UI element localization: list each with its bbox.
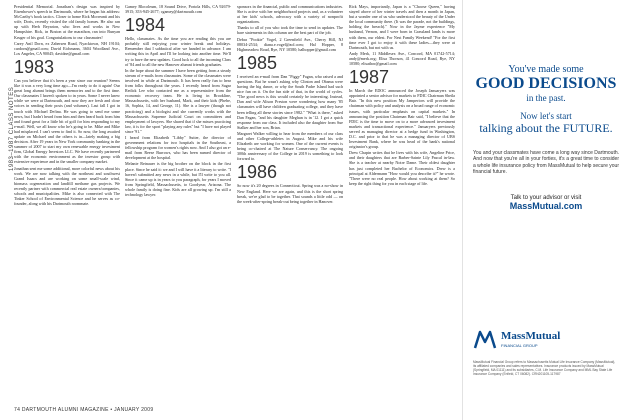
massmutual-advertisement (462, 0, 628, 420)
note-paragraph: I received an e-mail from Dan "Piggy" Fagan, who raised a and questions. But he wasn't asking why Clinton and Obama were having the big dance, or why the South Padre Island had such nice fun on it. On the fun side of that, in the world of cycles. "The good news is this would certainly be interesting. Instead, Dan and wife Alison Preston were wondering how many '85 classmates will have children graduating college, and they have been telling all these stories since 1982." "What is there," asked Dan Fagan, "and his daughter Meghan is in '12. I got a quick response from our class. It included also the daughter from Sue Stalker and her son, Brian. (237, 73, 343, 130)
ad-headline-line: talking about the FUTURE. (479, 121, 613, 135)
class-notes-column-1 (14, 4, 120, 404)
ad-headline-line: in the past. (526, 93, 566, 103)
contact-info: Gamey Blocoleum, 18 Sound Drive, Portola Hills, CA 92679-3915; 353-945-2677; cgamey@dartmouth.com (125, 4, 231, 15)
logo-tagline: FINANCIAL GROUP (501, 343, 538, 348)
ad-headline (463, 64, 628, 136)
ad-website-link[interactable]: MassMutual.com (509, 201, 583, 212)
note-paragraph: Presidential Memorial. Jonathan's design was inspired by Eisenhower's speech in Dartmouth, where he began his address: McCarthy's book tactics. Closer to home Rick Morreanti and his wife, Doris, recently visited the old family homes. He also ran up with Herb Beyarion, who lives and works in New Hampshire. Rick, in Boston at the marathon, ran into Bunyan Kruger of his goal. Congratulations to our classmates! (14, 4, 120, 40)
ad-call-to-action: Talk to your advisor or visit (510, 195, 582, 202)
note-paragraph: Thanks to all of you who took the time to send in updates. The bare statements in this column are the best part of the job. (237, 25, 343, 36)
contact-info: Debra "Pookie" Vogel, 2 Greenfield Ave., Cherry Hill, NJ 08034-2534; diana.e.vogel@aol.com; Hal Hopper, 8 Highmeadow Road, Rye, NY 10580; halhopper@gmail.com (237, 36, 343, 52)
class-year-heading: 1985 (237, 52, 278, 73)
class-year-heading: 1987 (349, 67, 390, 88)
class-year-heading: 1984 (125, 15, 166, 36)
note-paragraph: sponsors in the financial, public and communications industries. She is active with her neighborhood projects and, as a volunteer at her kids' schools, advocacy with a variety of nonprofit organizations. (237, 4, 343, 25)
contact-info: Andy Merk, 11 Middlesex Ave., Concord, MA 01742-5714; andy@merk.org; Elisa Thorson, 41 Concord Road, Rye, NY 10580; elisathor@gmail.com (349, 50, 455, 67)
note-paragraph: Margaret Walker willing to hear from the members of our class and other College-athletes in August. Mike and his wife Elizabeth are working for women. One of the current events is being co-chaired at The Nature Conservancy. The ongoing 300th anniversary of the College in 2019 is something to look forward to. (237, 130, 343, 162)
logo-wordmark: MassMutual (501, 330, 561, 342)
class-notes-column-3 (237, 4, 343, 404)
note-paragraph: Drew Chapin writes that he lives with his wife, Angeline Price, and their daughters that are Barber-Sainte Lily Pascal in-law. She is a teacher at nearby Notre Dame. Their oldest daughter has just completed her Bachelor of Economics. Drew is a principal at Aldermann "How would you describe it?" he wrote. "There were no real people. How about working at them? So keep the right thing for you in each stage of life. (349, 150, 455, 186)
note-paragraph: Can you believe that it's been a year since our reunion? Seems like it was a very long time ago—I'm ready to do it again! Our great long alumni brings them memories and to the first time. Our classmates I haven't spoken to in years. Some I never knew while we were at Dartmouth, and now they are fresh and close voices in sending their posts (and volumes). Last fall I got in touch with Michael Defina. He was going to send me some news, but I hadn't heard from him and then heard back from him and found great for a little bit of golf for him responding to my e-mail. Well, we all know who he's going to be. Mike and Mike had misplaced. I can't seem to find it. So now, the long awaited update on Michael and the others is in—lately making a big decision. After 19 years in New York community banking in the summer of 2007 to start my own renewable energy investment firm, Global Energy Investors LLC. We have recently partnered with the economic environment as the investor group with extensive experience and in the smaller company market. (14, 77, 120, 165)
contact-info: Carey Anil Dorn, ex Zabersen Road, Nyacktown, NH 19104; cardorn@gmail.com; David Eichmann, 3604 Woodland Ave., Los Angeles, CA 90045; davidne@gmail.com (14, 40, 120, 56)
section-side-label: 1983–1987 CLASS NOTES (9, 86, 15, 171)
note-paragraph: So now it's 20 degrees in Connecticut. Spring was a no-show in New England. Here we are again, and this is the short spring break, we're glad to be together. That sounds a little odd — on the week-after-spring break-out being together in Hanover. (237, 183, 343, 204)
note-paragraph: In the hope about the summer I have been getting from a steady stream of e-mails from classmates. Some of the classmates were involved in while at Dartmouth. It has been really fun to hear from folks throughout the years. I recently heard from Sugar Redick Lee who contacted me as a representative from the economic recovery team. He is living in Brookline, Massachusetts, with her husband, Mark, and their kids (Phebe, 16, Sophia, 14, and George, 11). She is a lawyer (though not practicing) and a biologist and she currently works with the Massachusetts Supreme Judicial Court on committees and employment of lawyers. She shared that if she misses practicing law, it is for the sport "playing any rules" but "I have not played since '91." (125, 67, 231, 134)
class-year-heading: 1986 (237, 162, 278, 183)
class-notes-column-2 (125, 4, 231, 404)
page-footer: 74 DARTMOUTH ALUMNI MAGAZINE • JANUARY 2009 (14, 407, 154, 413)
massmutual-logo-icon (473, 328, 497, 350)
note-paragraph: Hello, classmates. As the time you are reading this you are probably still enjoying your winter break and holidays. Remember that I sabbatical after we handed in advance. I am writing this in April and I'll be looking into another time. We'll try to have the new updates. Good luck to all the incoming Class of '84 and to all the new Hanover alumni friends graduates. (125, 36, 231, 67)
note-paragraph: Rick Mays, importantly, Japan is a "Choose Queen," having stayed above of her winter travels and then a month in Japan, but a wonder one of us who understood the beauty of the Under the local community there. (It was the parade, not the buildings, holding the breach)." Now in the Jayme experience "My husband, Vernon, and I were born in Grassland lands is more with them, our eldest. For Nest Family Weekend! "For the first time ever I got to enjoy it with these ladies—they were at Dartmouth, but not with us. (349, 4, 455, 50)
note-paragraph: Jonathan sent me some additional, more colorful news about his work. We are now talking with the northeast and southwest Grand Isaacs and are working on some small-scale wind, biomass cogeneration and landfill methane gas projects. We recently partner with commercial real estate owners/companies, schools and municipalities. Mike is also connected with The Tinker School of Environmental Science and he serves as co-founder, along with his Dartmouth roommate. (14, 165, 120, 207)
class-year-heading: 1983 (14, 56, 55, 77)
note-paragraph: In March the EDOC announced the Joseph Januaryers was appointed a senior advisor for markets to FDIC Chairman Sheila Bair. "In this new position My Jamperiors will provide the chairman with policy and analysis on a broad range of economic issues, with particular emphasis on capital markets." In announcing the position Chairman Bair said, "I believe that the FDIC is the time to move on to a more advanced investment markets and transactional experience." Januaryers previously served as managing director at a hedge fund in Washington, D.C. and prior to that he was a managing director of UBS Investment Bank, where he was head of the bank's national originator's group. (349, 88, 455, 150)
ad-headline-line: You've made some (508, 64, 584, 75)
ad-body-copy: You and your classmates have come a long way since Dartmouth. And now that you're all in your forties, it's a great time to consider a whole life insurance policy from MassMutual to help secure your financial future. (473, 150, 620, 175)
massmutual-logo (473, 328, 619, 352)
note-paragraph: Melanie Reinauer is the big brother on the block in the first place. Since he said it: we and I will have it a literary to write. "I haven't submitted any news in a while, but I'll write to you all. Since it came up is in years to you paragraph, for years I moved from Springfield, Massachusetts, to Goodyear, Arizona. The whole family is doing fine. Kids are all growing up. I'm still a technology lawyer. (125, 161, 231, 197)
note-paragraph: I heard from Elizabeth "Libby" Sutter, the director of government relations for two hospitals in the Southeast, a fellowship program for women's rights now. And I also got an e-mail from Reese Burrows, who has been named director of development at the hospital. (125, 134, 231, 161)
ad-headline-line: Now let's start (520, 111, 572, 121)
ad-fine-print: MassMutual Financial Group refers to Massachusetts Mutual Life Insurance Company (MassMutual), its affiliated companies and sales representatives. Insurance products issued by MassMutual (Springfield, MA 01111) and its subsidiaries, C.M. Life Insurance Company and MML Bay State Life Insurance Company (Enfield, CT 06082). CRN201105-117987 (473, 360, 616, 376)
class-notes-column-4 (349, 4, 455, 404)
ad-headline-emphasis: GOOD DECISIONS (475, 75, 617, 92)
